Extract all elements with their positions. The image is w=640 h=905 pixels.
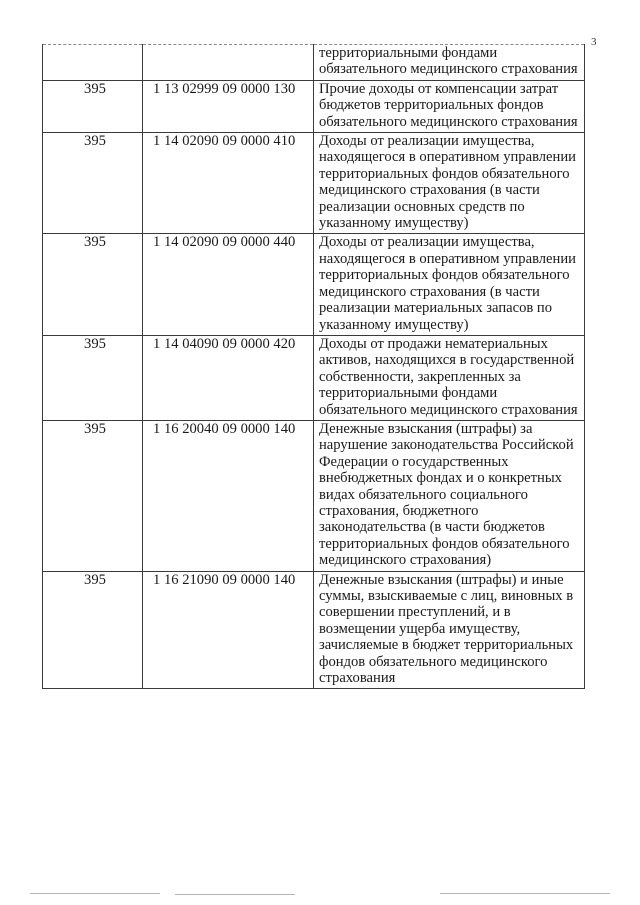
kbk-code-cell: 1 14 04090 09 0000 420 — [143, 335, 314, 420]
table-row — [43, 335, 585, 420]
admin-code-cell: 395 — [43, 133, 143, 234]
revenue-name-cell: Доходы от продажи нематериальных активов, находящихся в государственной собственности, закрепленных за территориальными фондами обязательного медицинского страхования — [314, 335, 585, 420]
kbk-code-cell: 1 16 20040 09 0000 140 — [143, 420, 314, 571]
admin-code-cell: 395 — [43, 420, 143, 571]
admin-code-cell: 395 — [43, 234, 143, 335]
table-row — [43, 234, 585, 335]
kbk-code-cell — [143, 45, 314, 81]
revenue-name-cell: Доходы от реализации имущества, находящегося в оперативном управлении территориальных фондов обязательного медицинского страхования (в части реализации основных средств по указанному имуществу) — [314, 133, 585, 234]
kbk-code-cell: 1 14 02090 09 0000 410 — [143, 133, 314, 234]
table-row — [43, 420, 585, 571]
revenue-name-cell: Денежные взыскания (штрафы) и иные суммы, взыскиваемые с лиц, виновных в совершении преступлений, и в возмещении ущерба имуществу, зачисляемые в бюджет территориальных фондов обязательного медицинского страхования — [314, 571, 585, 689]
table-row — [43, 80, 585, 132]
admin-code-cell: 395 — [43, 80, 143, 132]
revenue-classification-table — [42, 44, 585, 689]
table-row — [43, 133, 585, 234]
admin-code-cell: 395 — [43, 335, 143, 420]
table-row — [43, 45, 585, 81]
page-number: 3 — [591, 36, 597, 48]
admin-code-cell — [43, 45, 143, 81]
revenue-name-cell: Доходы от реализации имущества, находящегося в оперативном управлении территориальных фондов обязательного медицинского страхования (в части реализации материальных запасов по указанному имуществу) — [314, 234, 585, 335]
kbk-code-cell: 1 14 02090 09 0000 440 — [143, 234, 314, 335]
kbk-code-cell: 1 16 21090 09 0000 140 — [143, 571, 314, 689]
scan-artifact — [440, 893, 610, 894]
revenue-name-cell: территориальными фондами обязательного медицинского страхования — [314, 45, 585, 81]
scan-artifact — [175, 894, 295, 895]
kbk-code-cell: 1 13 02999 09 0000 130 — [143, 80, 314, 132]
scan-artifact — [30, 893, 160, 894]
table-row — [43, 571, 585, 689]
admin-code-cell: 395 — [43, 571, 143, 689]
revenue-name-cell: Денежные взыскания (штрафы) за нарушение законодательства Российской Федерации о государственных внебюджетных фондах и о конкретных видах обязательного социального страхования, бюджетного законодательства (в части бюджетов территориальных фондов обязательного медицинского страхования) — [314, 420, 585, 571]
revenue-name-cell: Прочие доходы от компенсации затрат бюджетов территориальных фондов обязательного медицинского страхования — [314, 80, 585, 132]
